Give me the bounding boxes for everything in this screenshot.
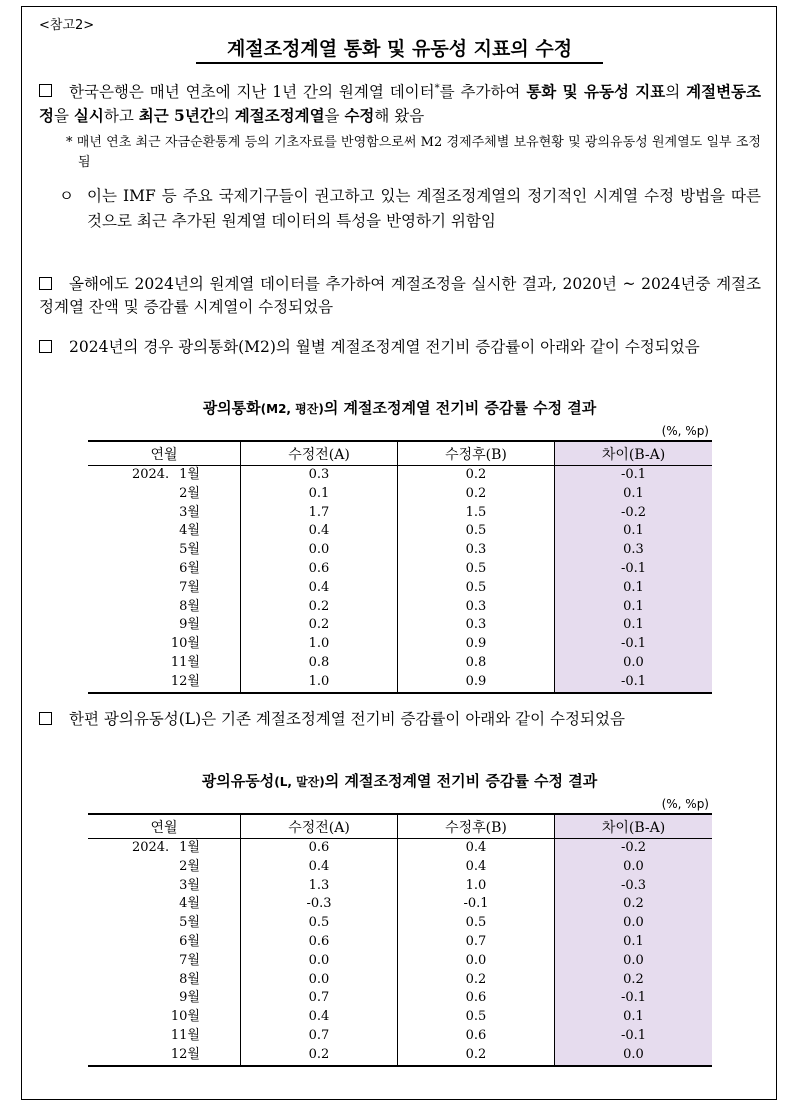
column-header-diff: 차이(B-A) [555, 814, 713, 839]
month-cell [88, 952, 241, 971]
month-cell [88, 839, 241, 858]
month-label: 12월 [170, 1046, 200, 1062]
after-value-cell: 1.5 [398, 504, 555, 523]
paragraph-1-bold-run: 통화 및 유동성 지표 [526, 82, 666, 101]
checkbox-square-icon [39, 340, 52, 353]
table-row [88, 1027, 712, 1046]
paragraph-1-bold-run: 수정 [344, 106, 375, 125]
column-header-after: 수정후(B) [398, 441, 555, 466]
column-header-before: 수정전(A) [241, 814, 398, 839]
diff-value-cell: -0.1 [555, 635, 713, 654]
table-row [88, 466, 712, 485]
before-value-cell: 1.7 [241, 504, 398, 523]
table-row [88, 541, 712, 560]
before-value-cell: 0.6 [241, 933, 398, 952]
month-cell [88, 616, 241, 635]
month-label: 1월 [179, 467, 200, 482]
month-cell [88, 858, 241, 877]
table-1-title [0, 397, 799, 418]
after-value-cell: 0.3 [398, 541, 555, 560]
after-value-cell: 0.3 [398, 598, 555, 617]
month-label: 3월 [179, 877, 200, 893]
table-2-title-small: (L, 말잔) [274, 775, 325, 789]
month-label: 5월 [179, 542, 200, 558]
table-row [88, 858, 712, 877]
after-value-cell: 0.5 [398, 522, 555, 541]
diff-value-cell: 0.3 [555, 541, 713, 560]
before-value-cell: 0.1 [241, 485, 398, 504]
table-1 [88, 440, 712, 694]
paragraph-1-bold-run: 계절변동조정 [39, 82, 761, 125]
table-1-title-main: 광의통화 [202, 399, 261, 417]
paragraph-1-text [39, 80, 761, 128]
page-title: 계절조정계열 통화 및 유동성 지표의 수정 [226, 38, 573, 60]
month-label: 9월 [179, 617, 200, 633]
month-cell [88, 504, 241, 523]
paragraph-1-bold-run: 최근 5년간 [138, 106, 215, 125]
footnote-text: * 매년 연초 최근 자금순환통계 등의 기초자료를 반영함으로써 M2 경제주체별 보유현황 및 광의유동성 원계열도 일부 조정됨 [66, 135, 761, 170]
paragraph-2 [39, 273, 761, 319]
year-label: 2024. [131, 840, 170, 855]
table-row [88, 673, 712, 693]
table-1-title-rest: 의 계절조정계열 전기비 증감률 수정 결과 [323, 399, 597, 417]
before-value-cell: 0.0 [241, 971, 398, 990]
table-row [88, 616, 712, 635]
after-value-cell: 0.4 [398, 858, 555, 877]
month-label: 1월 [179, 840, 200, 855]
paragraph-1-run: 하고 [103, 107, 139, 125]
diff-value-cell: -0.1 [555, 560, 713, 579]
table-row [88, 635, 712, 654]
month-label: 6월 [179, 933, 200, 949]
table-row [88, 522, 712, 541]
after-value-cell: 0.3 [398, 616, 555, 635]
table-header-row [88, 814, 712, 839]
month-label: 4월 [179, 523, 200, 539]
month-cell [88, 485, 241, 504]
month-label: 7월 [179, 579, 200, 595]
diff-value-cell: 0.1 [555, 616, 713, 635]
paragraph-1-run: 의 [665, 83, 687, 101]
diff-value-cell: 0.2 [555, 971, 713, 990]
after-value-cell: 0.0 [398, 952, 555, 971]
table-row [88, 598, 712, 617]
table-2-unit: (%, %p) [661, 797, 709, 811]
month-label: 8월 [179, 971, 200, 987]
after-value-cell: 0.7 [398, 933, 555, 952]
table-row [88, 933, 712, 952]
month-label: 11월 [170, 1027, 200, 1043]
column-header-month: 연월 [88, 441, 241, 466]
before-value-cell: 0.4 [241, 522, 398, 541]
month-cell [88, 877, 241, 896]
before-value-cell: 1.0 [241, 635, 398, 654]
checkbox-square-icon [39, 712, 52, 725]
diff-value-cell: 0.1 [555, 933, 713, 952]
after-value-cell: 0.9 [398, 673, 555, 693]
table-2-title [0, 770, 799, 791]
reference-tag: <참고2> [39, 18, 95, 33]
paragraph-1-run: 한국은행은 매년 연초에 지난 1년 간의 원계열 데이터 [69, 83, 435, 101]
diff-value-cell: 0.0 [555, 654, 713, 673]
before-value-cell: 0.4 [241, 1008, 398, 1027]
diff-value-cell: -0.1 [555, 673, 713, 693]
table-row [88, 1046, 712, 1066]
year-label: 2024. [131, 467, 170, 482]
month-label: 9월 [179, 990, 200, 1006]
paragraph-4-text: 한편 광의유동성(L)은 기존 계절조정계열 전기비 증감률이 아래와 같이 수정되었음 [69, 710, 625, 728]
paragraph-1-run: 을 [53, 107, 74, 125]
table-row [88, 971, 712, 990]
column-header-after: 수정후(B) [398, 814, 555, 839]
month-label: 7월 [179, 952, 200, 968]
paragraph-1-run: * [434, 82, 440, 94]
before-value-cell: 0.2 [241, 616, 398, 635]
month-cell [88, 895, 241, 914]
month-cell [88, 933, 241, 952]
month-cell [88, 1046, 241, 1066]
month-cell [88, 466, 241, 485]
sub-item [59, 184, 761, 234]
month-label: 10월 [170, 636, 200, 652]
table-1-unit: (%, %p) [661, 424, 709, 438]
month-cell [88, 541, 241, 560]
paragraph-1-run: 의 [214, 107, 235, 125]
diff-value-cell: -0.2 [555, 839, 713, 858]
month-label: 10월 [170, 1009, 200, 1025]
checkbox-square-icon [39, 84, 52, 97]
paragraph-1-run: 해 왔음 [374, 107, 425, 125]
diff-value-cell: 0.0 [555, 914, 713, 933]
before-value-cell: 0.6 [241, 560, 398, 579]
table-row [88, 504, 712, 523]
diff-value-cell: 0.1 [555, 485, 713, 504]
month-label: 4월 [179, 896, 200, 912]
before-value-cell: 0.0 [241, 541, 398, 560]
sub-item-text: 이는 IMF 등 주요 국제기구들이 권고하고 있는 계절조정계열의 정기적인 시계열 수정 방법을 따른 것으로 최근 추가된 원계열 데이터의 특성을 반영하기 위함임 [87, 187, 761, 230]
footnote [66, 133, 761, 173]
before-value-cell: 1.3 [241, 877, 398, 896]
diff-value-cell: 0.0 [555, 952, 713, 971]
before-value-cell: 0.3 [241, 466, 398, 485]
paragraph-1 [39, 80, 761, 128]
diff-value-cell: -0.1 [555, 1027, 713, 1046]
table-2-title-main: 광의유동성 [201, 772, 275, 790]
month-label: 2월 [179, 485, 200, 501]
table-row [88, 877, 712, 896]
after-value-cell: 0.6 [398, 1027, 555, 1046]
after-value-cell: 0.2 [398, 485, 555, 504]
before-value-cell: 0.7 [241, 1027, 398, 1046]
before-value-cell: 0.4 [241, 579, 398, 598]
after-value-cell: 0.5 [398, 560, 555, 579]
before-value-cell: -0.3 [241, 895, 398, 914]
before-value-cell: 1.0 [241, 673, 398, 693]
paragraph-1-run: 를 추가하여 [439, 83, 527, 101]
before-value-cell: 0.6 [241, 839, 398, 858]
month-cell [88, 598, 241, 617]
month-cell [88, 654, 241, 673]
diff-value-cell: -0.3 [555, 877, 713, 896]
paragraph-2-text: 올해에도 2024년의 원계열 데이터를 추가하여 계절조정을 실시한 결과, 2020년 ~ 2024년중 계절조정계열 잔액 및 증감률 시계열이 수정되었음 [39, 275, 761, 316]
month-cell [88, 673, 241, 693]
table-2-title-rest: 의 계절조정계열 전기비 증감률 수정 결과 [324, 772, 598, 790]
diff-value-cell: -0.1 [555, 989, 713, 1008]
paragraph-1-run: 을 [324, 107, 345, 125]
after-value-cell: 0.4 [398, 839, 555, 858]
diff-value-cell: 0.1 [555, 1008, 713, 1027]
paragraph-3 [39, 336, 761, 359]
month-label: 2월 [179, 858, 200, 874]
month-cell [88, 1008, 241, 1027]
table-row [88, 579, 712, 598]
diff-value-cell: 0.1 [555, 598, 713, 617]
diff-value-cell: 0.1 [555, 579, 713, 598]
before-value-cell: 0.2 [241, 1046, 398, 1066]
before-value-cell: 0.8 [241, 654, 398, 673]
month-label: 6월 [179, 560, 200, 576]
diff-value-cell: 0.1 [555, 522, 713, 541]
title-underline [196, 62, 603, 64]
table-row [88, 485, 712, 504]
paragraph-3-text: 2024년의 경우 광의통화(M2)의 월별 계절조정계열 전기비 증감률이 아래와 같이 수정되었음 [69, 338, 700, 356]
month-cell [88, 560, 241, 579]
after-value-cell: 1.0 [398, 877, 555, 896]
checkbox-square-icon [39, 277, 52, 290]
table-row [88, 914, 712, 933]
after-value-cell: 0.2 [398, 1046, 555, 1066]
circle-bullet-icon: ㅇ [59, 187, 74, 205]
after-value-cell: 0.5 [398, 1008, 555, 1027]
month-label: 8월 [179, 598, 200, 614]
table-row [88, 654, 712, 673]
diff-value-cell: 0.0 [555, 1046, 713, 1066]
before-value-cell: 0.0 [241, 952, 398, 971]
column-header-diff: 차이(B-A) [555, 441, 713, 466]
before-value-cell: 0.2 [241, 598, 398, 617]
after-value-cell: 0.9 [398, 635, 555, 654]
before-value-cell: 0.4 [241, 858, 398, 877]
month-label: 12월 [170, 673, 200, 689]
table-row [88, 839, 712, 858]
diff-value-cell: -0.1 [555, 466, 713, 485]
table-row [88, 895, 712, 914]
column-header-month: 연월 [88, 814, 241, 839]
diff-value-cell: 0.2 [555, 895, 713, 914]
month-label: 5월 [179, 915, 200, 931]
after-value-cell: -0.1 [398, 895, 555, 914]
table-row [88, 989, 712, 1008]
month-cell [88, 971, 241, 990]
table-1-title-small: (M2, 평잔) [260, 402, 324, 416]
paragraph-1-bold-run: 계절조정계열 [234, 106, 325, 125]
month-cell [88, 1027, 241, 1046]
after-value-cell: 0.2 [398, 971, 555, 990]
after-value-cell: 0.5 [398, 579, 555, 598]
before-value-cell: 0.5 [241, 914, 398, 933]
table-2 [88, 813, 712, 1067]
month-cell [88, 579, 241, 598]
column-header-before: 수정전(A) [241, 441, 398, 466]
after-value-cell: 0.2 [398, 466, 555, 485]
month-label: 11월 [170, 654, 200, 670]
diff-value-cell: 0.0 [555, 858, 713, 877]
month-cell [88, 522, 241, 541]
table-row [88, 952, 712, 971]
month-cell [88, 914, 241, 933]
table-header-row [88, 441, 712, 466]
table-row [88, 560, 712, 579]
after-value-cell: 0.8 [398, 654, 555, 673]
month-cell [88, 635, 241, 654]
month-cell [88, 989, 241, 1008]
diff-value-cell: -0.2 [555, 504, 713, 523]
paragraph-1-bold-run: 실시 [73, 106, 104, 125]
month-label: 3월 [179, 504, 200, 520]
after-value-cell: 0.6 [398, 989, 555, 1008]
after-value-cell: 0.5 [398, 914, 555, 933]
table-row [88, 1008, 712, 1027]
paragraph-4 [39, 708, 761, 731]
before-value-cell: 0.7 [241, 989, 398, 1008]
